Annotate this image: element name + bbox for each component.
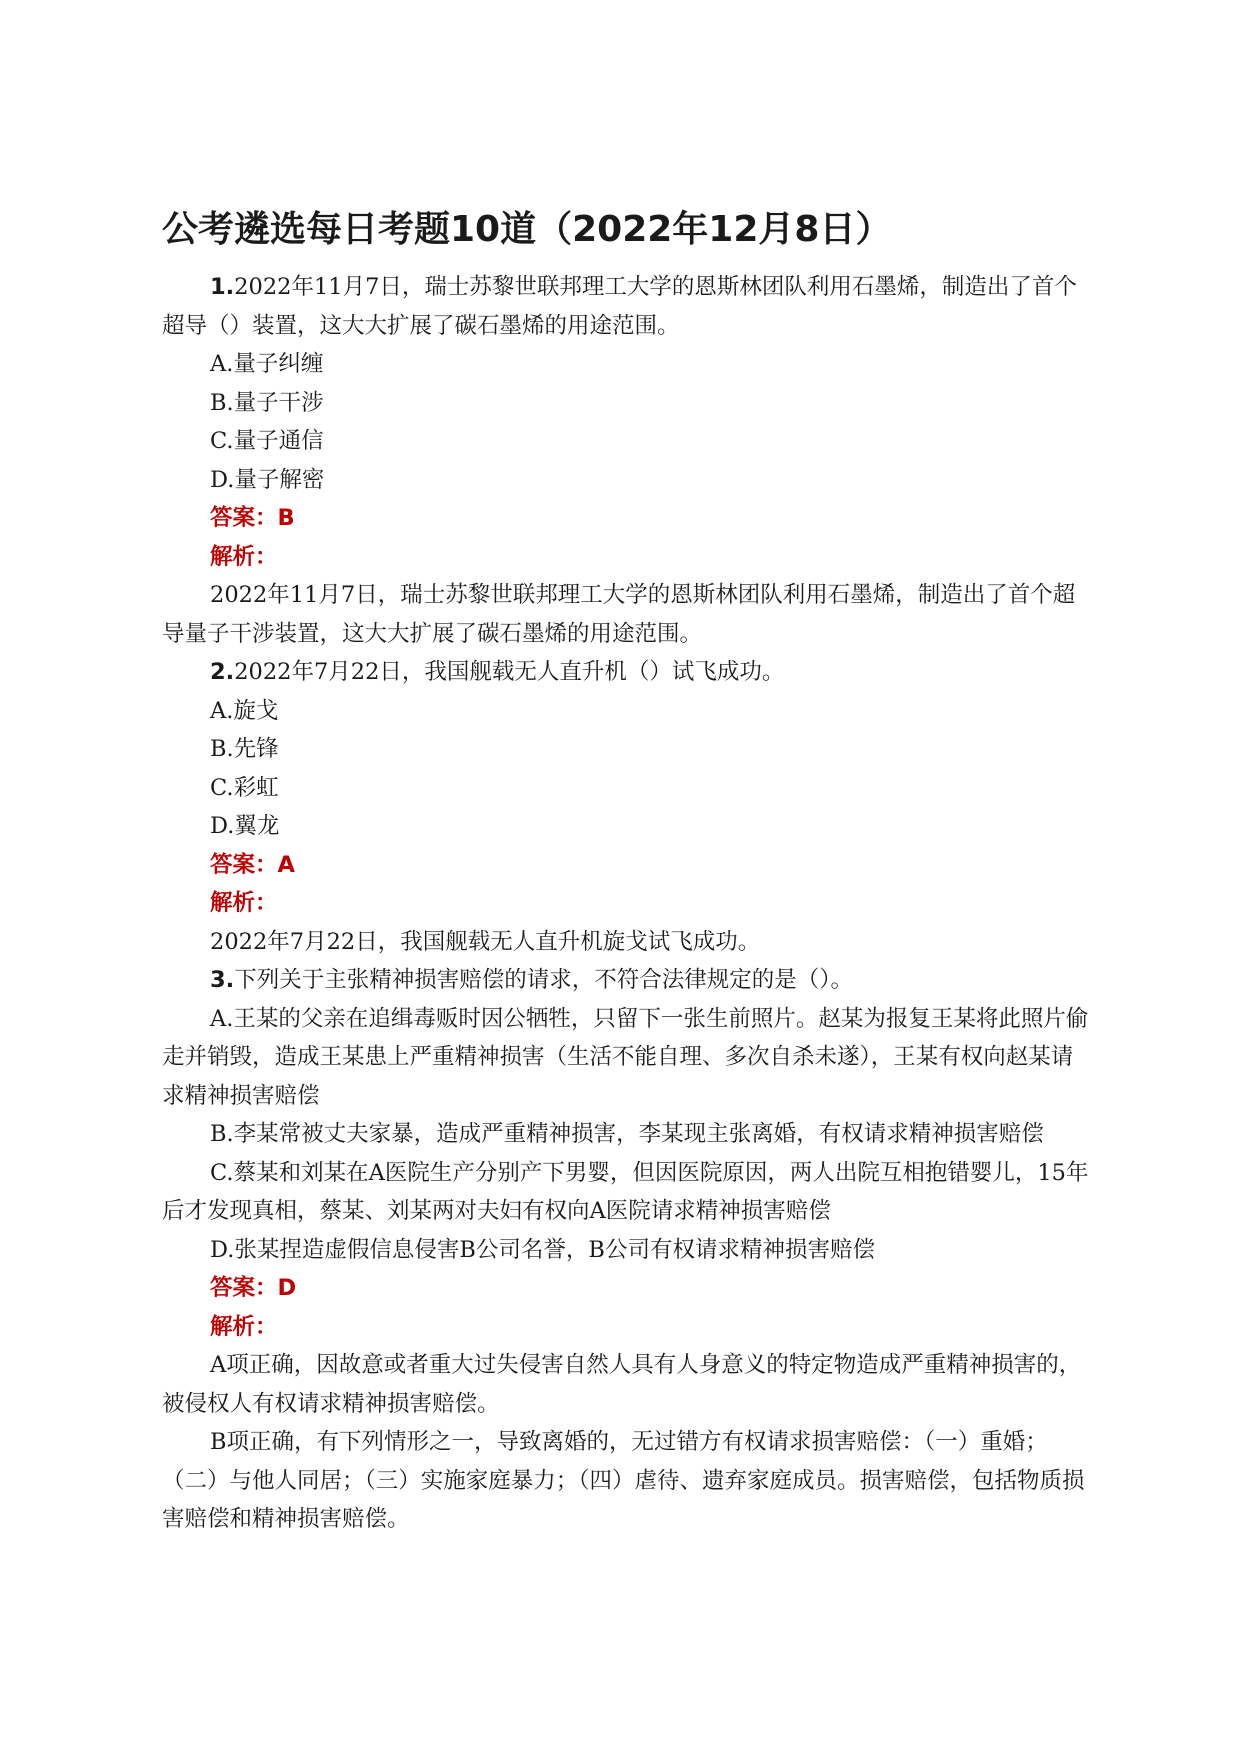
analysis-text: B项正确，有下列情形之一，导致离婚的，无过错方有权请求损害赔偿：（一）重婚；（二）与他人同居；（三）实施家庭暴力；（四）虐待、遗弃家庭成员。损害赔偿，包括物质损害赔偿和精神损害赔偿。	[162, 1429, 1085, 1532]
option-d: D.量子解密	[210, 466, 325, 493]
option-a: A.量子纠缠	[210, 351, 324, 377]
document-page	[162, 206, 1090, 1539]
question-stem	[162, 653, 1090, 692]
analysis-text: 2022年11月7日，瑞士苏黎世联邦理工大学的恩斯林团队利用石墨烯，制造出了首个超导量子干涉装置，这大大扩展了碳石墨烯的用途范围。	[162, 582, 1076, 647]
question-stem	[162, 268, 1090, 345]
answer-line: 答案：A	[210, 851, 295, 878]
analysis-text: 2022年7月22日，我国舰载无人直升机旋戈试飞成功。	[210, 928, 761, 955]
question-2	[162, 653, 1090, 961]
question-text: 2022年7月22日，我国舰载无人直升机（）试飞成功。	[234, 659, 785, 685]
question-stem	[162, 961, 1090, 1000]
answer-line: 答案：B	[210, 505, 295, 531]
analysis-label: 解析：	[210, 890, 278, 916]
option-c: C.量子通信	[210, 428, 324, 454]
question-number: 1.	[210, 274, 235, 300]
option-a: A.王某的父亲在追缉毒贩时因公牺牲，只留下一张生前照片。赵某为报复王某将此照片偷走并销毁，造成王某患上严重精神损害（生活不能自理、多次自杀未遂），王某有权向赵某请求精神损害赔偿	[162, 1005, 1089, 1109]
question-1	[162, 268, 1090, 653]
option-b: B.量子干涉	[210, 389, 324, 416]
document-title: 公考遴选每日考题10道（2022年12月8日）	[162, 209, 892, 250]
analysis-label: 解析：	[210, 1313, 278, 1340]
option-b: B.先锋	[210, 736, 279, 762]
answer-line: 答案：D	[210, 1275, 297, 1301]
option-d: D.张某捏造虚假信息侵害B公司名誉，B公司有权请求精神损害赔偿	[210, 1236, 875, 1263]
option-d: D.翼龙	[210, 813, 280, 839]
option-b: B.李某常被丈夫家暴，造成严重精神损害，李某现主张离婚，有权请求精神损害赔偿	[210, 1121, 1044, 1147]
question-text: 2022年11月7日，瑞士苏黎世联邦理工大学的恩斯林团队利用石墨烯，制造出了首个超导（）装置，这大大扩展了碳石墨烯的用途范围。	[162, 274, 1077, 339]
analysis-text: A项正确，因故意或者重大过失侵害自然人具有人身意义的特定物造成严重精神损害的，被侵权人有权请求精神损害赔偿。	[162, 1352, 1082, 1417]
question-text: 下列关于主张精神损害赔偿的请求，不符合法律规定的是（）。	[234, 967, 853, 993]
option-a: A.旋戈	[210, 697, 279, 724]
question-3	[162, 961, 1090, 1539]
question-number: 2.	[210, 659, 235, 685]
question-number: 3.	[210, 967, 235, 993]
analysis-label: 解析：	[210, 543, 278, 570]
option-c: C.彩虹	[210, 774, 279, 801]
option-c: C.蔡某和刘某在A医院生产分别产下男婴，但因医院原因，两人出院互相抱错婴儿，15年后才发现真相，蔡某、刘某两对夫妇有权向A医院请求精神损害赔偿	[162, 1159, 1089, 1224]
